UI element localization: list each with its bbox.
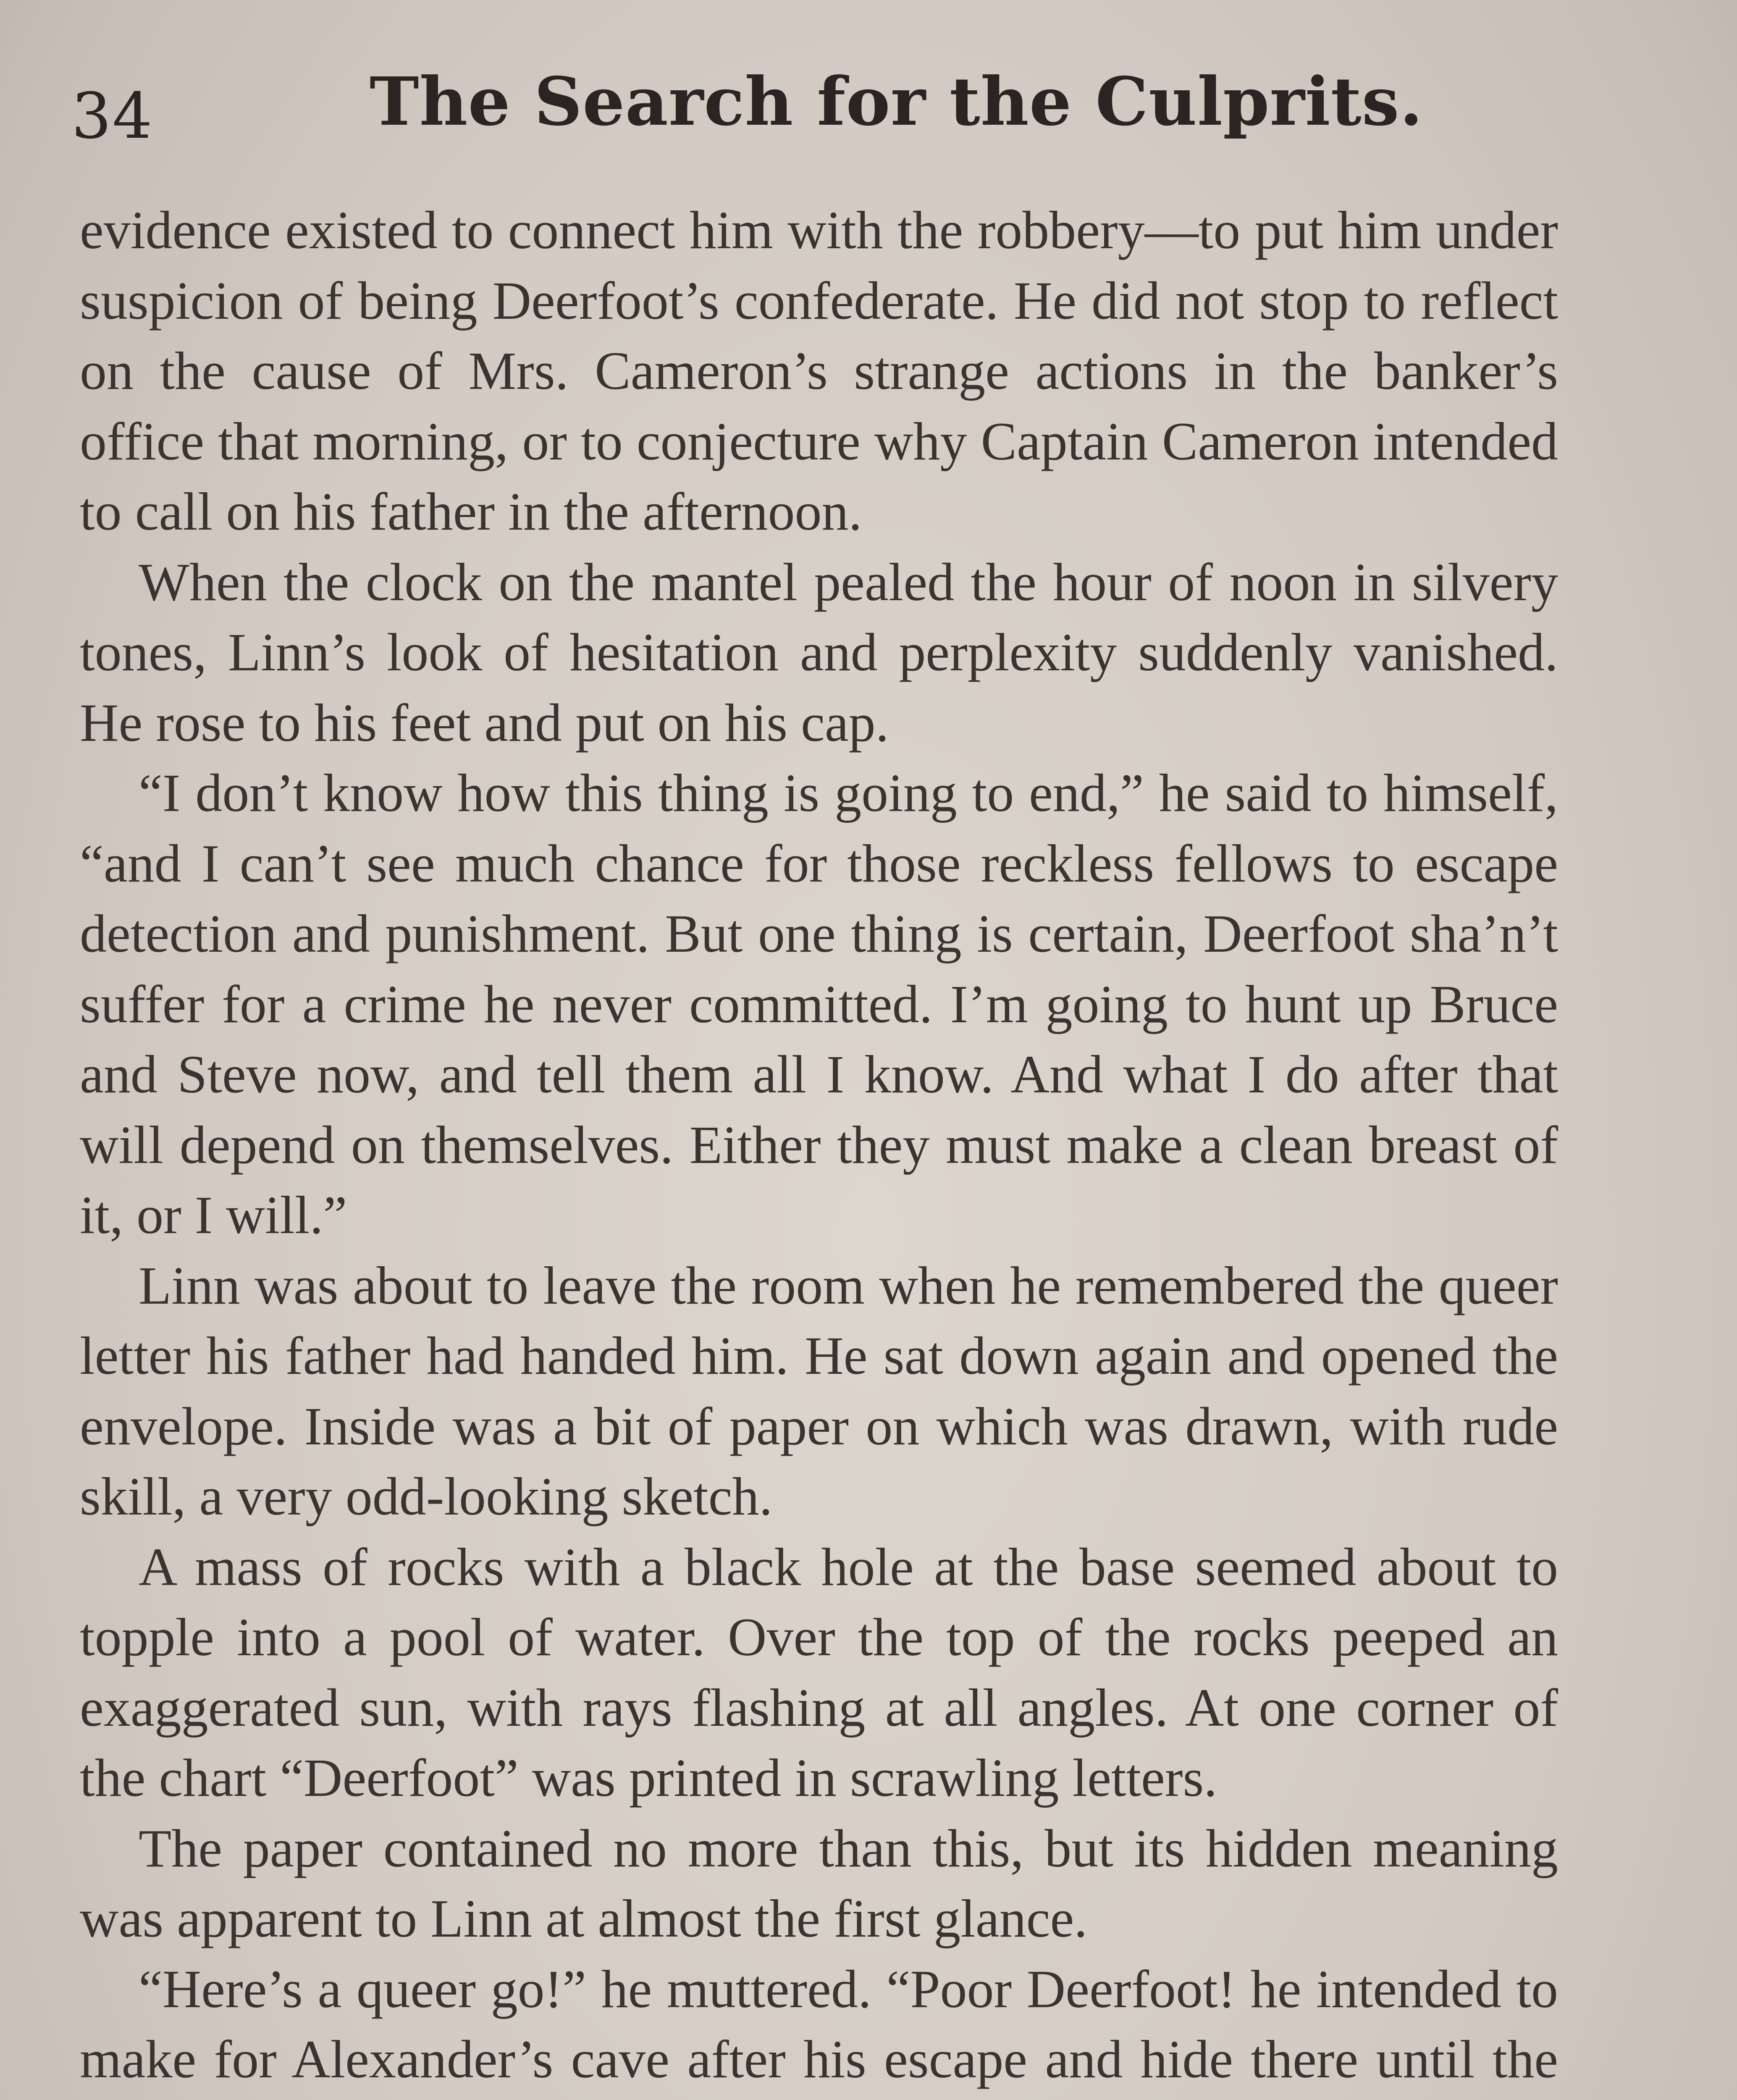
paragraph: “I don’t know how this thing is going to end,” he said to himself, “and I can’t see much chance for those reckless fellows to escape detection and punishment. But one thing is certain, Deerfoot sha’n’t suffer for a crime he never committed. I’m going to hunt up Bruce and Steve now, and tell them all I know. And what I do after that will depend on themselves. Either they must make a clean breast of it, or I will.” [80, 763, 1558, 1245]
paragraph: “Here’s a queer go!” he muttered. “Poor Deerfoot! he intended to make for Alexander’s cave after his escape and hide there until the [80, 1959, 1558, 2089]
paragraph: Linn was about to leave the room when he remembered the queer letter his father had handed him. He sat down again and opened the envelope. Inside was a bit of paper on which was drawn, with rude skill, a very odd-looking sketch. [80, 1255, 1558, 1526]
page-header [71, 63, 1566, 153]
page-number: 34 [71, 80, 153, 153]
body-text [80, 195, 1558, 2100]
paragraph: When the clock on the mantel pealed the hour of noon in silvery tones, Linn’s look of hesitation and perplexity suddenly vanished. He rose to his feet and put on his cap. [80, 552, 1558, 753]
paragraph: The paper contained no more than this, but its hidden meaning was apparent to Linn at almost the first glance. [80, 1818, 1558, 1948]
paragraph: evidence existed to connect him with the robbery—to put him under suspicion of being Deerfoot’s confederate. He did not stop to reflect on the cause of Mrs. Cameron’s strange actions in the banker’s office that morning, or to conjecture why Captain Cameron intended to call on his father in the afternoon. [80, 200, 1558, 541]
paragraph: A mass of rocks with a black hole at the base seemed about to topple into a pool of water. Over the top of the rocks peeped an exaggerated sun, with rays flashing at all angles. At one corner of the chart “Deerfoot” was printed in scrawling letters. [80, 1537, 1558, 1808]
running-title: The Search for the Culprits. [370, 63, 1423, 141]
